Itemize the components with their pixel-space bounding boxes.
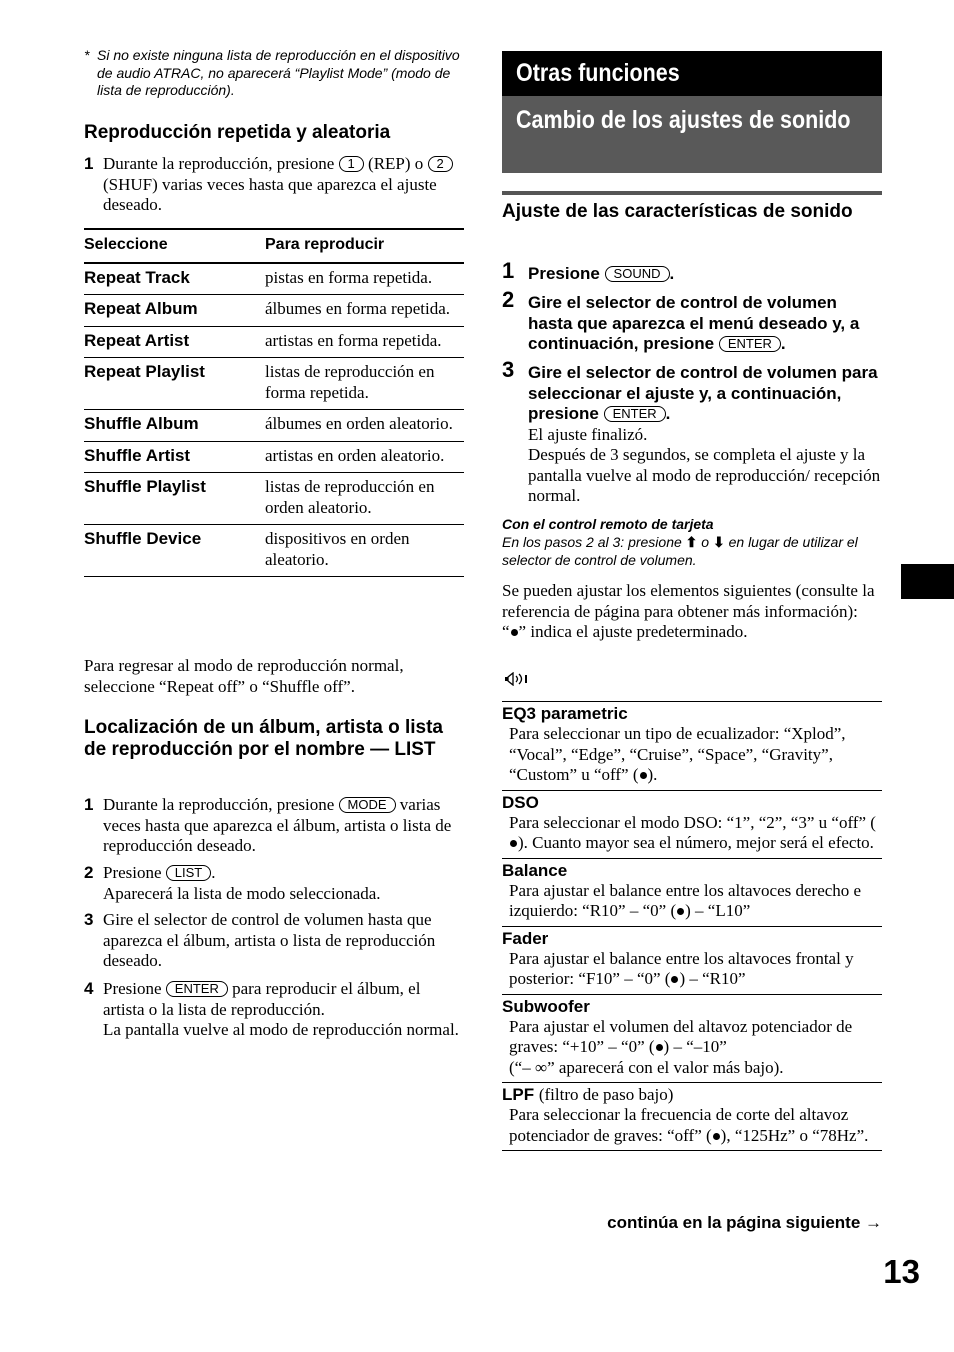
table-cell-mode: Repeat Track xyxy=(84,263,265,295)
default-dot-icon xyxy=(510,840,517,847)
table-cell-desc: listas de reproducción en forma repetida. xyxy=(265,358,464,410)
table-header: Seleccione xyxy=(84,229,265,263)
table-cell-desc: artistas en orden aleatorio. xyxy=(265,441,464,473)
step-text: Durante la reproducción, presione MODE varias veces hasta que aparezca el álbum, artista o lista de reproducción deseado. xyxy=(103,795,452,855)
sound-icon xyxy=(504,672,532,690)
step-text: Presione SOUND . xyxy=(528,264,675,283)
default-dot-icon xyxy=(671,976,678,983)
list-key: LIST xyxy=(166,865,211,881)
list-item xyxy=(502,1082,882,1150)
table-cell-desc: listas de reproducción en orden aleatorio. xyxy=(265,473,464,525)
table-row xyxy=(84,410,464,442)
arrow-down-icon: ⬇ xyxy=(712,534,725,550)
return-note: Para regresar al modo de reproducción normal, seleccione “Repeat off” o “Shuffle off”. xyxy=(84,656,404,696)
list-item xyxy=(502,790,882,858)
table-cell-mode: Shuffle Playlist xyxy=(84,473,265,525)
default-dot-icon xyxy=(713,1133,720,1140)
enter-key: ENTER xyxy=(719,336,781,352)
page-number: 13 xyxy=(883,1253,920,1290)
table-cell-mode: Repeat Playlist xyxy=(84,358,265,410)
list-step-2 xyxy=(84,863,464,904)
table-header: Para reproducir xyxy=(265,229,464,263)
enter-key: ENTER xyxy=(166,981,228,997)
step-text: Presione ENTER para reproducir el álbum, el artista o la lista de reproducción. La pantalla vuelve al modo de reproducción normal. xyxy=(103,979,459,1039)
repeat-step-1 xyxy=(84,154,464,216)
item-desc: Para ajustar el balance entre los altavoces frontal y posterior: “F10” – “0” ( ) – “R10” xyxy=(509,948,854,988)
item-subtitle: (filtro de paso bajo) xyxy=(538,1085,674,1104)
step-number: 3 xyxy=(84,910,94,929)
arrow-up-icon: ⬆ xyxy=(685,534,698,550)
table-cell-mode: Repeat Album xyxy=(84,295,265,327)
sound-key: SOUND xyxy=(605,266,670,282)
divider xyxy=(502,191,882,195)
item-title: DSO xyxy=(502,792,539,812)
table-cell-mode: Repeat Artist xyxy=(84,326,265,358)
step-number: 1 xyxy=(84,795,94,814)
adjust-heading: Ajuste de las características de sonido xyxy=(502,201,853,222)
adjust-step-3 xyxy=(502,357,882,507)
step-number: 2 xyxy=(84,863,94,882)
table-cell-mode: Shuffle Device xyxy=(84,525,265,577)
table-row xyxy=(84,358,464,410)
mode-key: MODE xyxy=(339,797,396,813)
key-2: 2 xyxy=(428,156,453,172)
table-row xyxy=(84,295,464,327)
banner-subtitle: Cambio de los ajustes de sonido xyxy=(516,106,851,134)
footnote-mark: * xyxy=(84,47,90,63)
item-title: Subwoofer xyxy=(502,996,590,1016)
section-banner xyxy=(502,51,882,96)
table-cell-desc: álbumes en forma repetida. xyxy=(265,295,464,327)
step-text: Gire el selector de control de volumen hasta que aparezca el álbum, artista o lista de reproducción deseado. xyxy=(103,910,436,970)
table-row xyxy=(84,441,464,473)
step-note: Después de 3 segundos, se completa el ajuste y la pantalla vuelve al modo de reproducción/ recepción normal. xyxy=(528,445,881,505)
remote-note: Con el control remoto de tarjeta En los pasos 2 al 3: presione ⬆ o ⬇ en lugar de utilizar el selector de control de volumen. xyxy=(502,516,858,568)
table-cell-mode: Shuffle Artist xyxy=(84,441,265,473)
footnote-text: Si no existe ninguna lista de reproducción en el dispositivo de audio ATRAC, no aparecerá “Playlist Mode” (modo de lista de reproducción). xyxy=(97,47,460,98)
list-step-3 xyxy=(84,910,464,972)
repeat-heading: Reproducción repetida y aleatoria xyxy=(84,122,391,143)
subsection-banner xyxy=(502,96,882,173)
step-number: 1 xyxy=(84,154,94,173)
item-desc: Para ajustar el balance entre los altavoces derecho e izquierdo: “R10” – “0” ( ) – “L10” xyxy=(509,880,862,920)
table-row xyxy=(84,326,464,358)
banner-title: Otras funciones xyxy=(516,59,680,87)
item-title: LPF (filtro de paso bajo) xyxy=(502,1085,674,1104)
footnote xyxy=(84,47,464,100)
item-title: EQ3 parametric xyxy=(502,704,628,723)
list-item xyxy=(502,994,882,1083)
item-desc: Para seleccionar un tipo de ecualizador: “Xplod”, “Vocal”, “Edge”, “Cruise”, “Space”, “Gravity”, “Custom” u “off” ( ). xyxy=(509,724,846,784)
default-dot-icon xyxy=(640,772,647,779)
repeat-shuffle-table xyxy=(84,228,464,577)
list-step-1 xyxy=(84,795,464,857)
item-title: Fader xyxy=(502,928,549,948)
list-item xyxy=(502,926,882,994)
table-cell-mode: Shuffle Album xyxy=(84,410,265,442)
table-row xyxy=(84,473,464,525)
remote-title: Con el control remoto de tarjeta xyxy=(502,516,714,532)
step-number: 4 xyxy=(84,979,94,998)
default-dot-icon xyxy=(677,908,684,915)
enter-key: ENTER xyxy=(604,406,666,422)
item-desc: Para ajustar el volumen del altavoz potenciador de graves: “+10” – “0” ( ) – “–10” (“– ∞” aparecerá con el valor más bajo). xyxy=(509,1016,853,1077)
list-step-4 xyxy=(84,979,464,1041)
step-number: 2 xyxy=(502,287,515,312)
list-heading: Localización de un álbum, artista o lista de reproducción por el nombre — LIST xyxy=(84,717,443,760)
item-desc: Para seleccionar el modo DSO: “1”, “2”, “3” u “off” (). Cuanto mayor sea el número, mejor será el efecto. xyxy=(509,812,876,852)
item-title: Balance xyxy=(502,860,568,880)
table-cell-desc: pistas en forma repetida. xyxy=(265,263,464,295)
intro-paragraph: Se pueden ajustar los elementos siguientes (consulte la referencia de página para obtener más información): “ ” indica el ajuste predeterminado. xyxy=(502,581,875,641)
continue-note: continúa en la página siguiente → xyxy=(607,1213,882,1232)
default-dot-icon xyxy=(656,1044,663,1051)
step-text: Gire el selector de control de volumen para seleccionar el ajuste y, a continuación, presione ENTER . xyxy=(528,363,878,423)
adjust-step-2 xyxy=(502,287,882,355)
default-dot-icon xyxy=(511,629,518,636)
table-row xyxy=(84,263,464,295)
section-tab xyxy=(901,564,954,599)
table-cell-desc: dispositivos en orden aleatorio. xyxy=(265,525,464,577)
table-row xyxy=(84,525,464,577)
step-text: Gire el selector de control de volumen hasta que aparezca el menú deseado y, a continuación, presione ENTER . xyxy=(528,293,860,353)
key-1: 1 xyxy=(339,156,364,172)
step-number: 3 xyxy=(502,357,515,382)
step-text: Durante la reproducción, presione 1 (REP) o 2 (SHUF) varias veces hasta que aparezca el ajuste deseado. xyxy=(103,154,464,216)
sound-items-list xyxy=(502,701,882,1151)
step-text: Presione LIST . Aparecerá la lista de modo seleccionada. xyxy=(103,863,381,903)
adjust-step-1 xyxy=(502,258,882,285)
step-result: El ajuste finalizó. xyxy=(528,424,648,444)
step-number: 1 xyxy=(502,258,515,283)
table-cell-desc: álbumes en orden aleatorio. xyxy=(265,410,464,442)
list-item xyxy=(502,858,882,926)
table-cell-desc: artistas en forma repetida. xyxy=(265,326,464,358)
divider xyxy=(502,1150,882,1151)
item-desc: Para seleccionar la frecuencia de corte del altavoz potenciador de graves: “off” ( ), “125Hz” o “78Hz”. xyxy=(509,1105,869,1145)
list-item xyxy=(502,701,882,790)
